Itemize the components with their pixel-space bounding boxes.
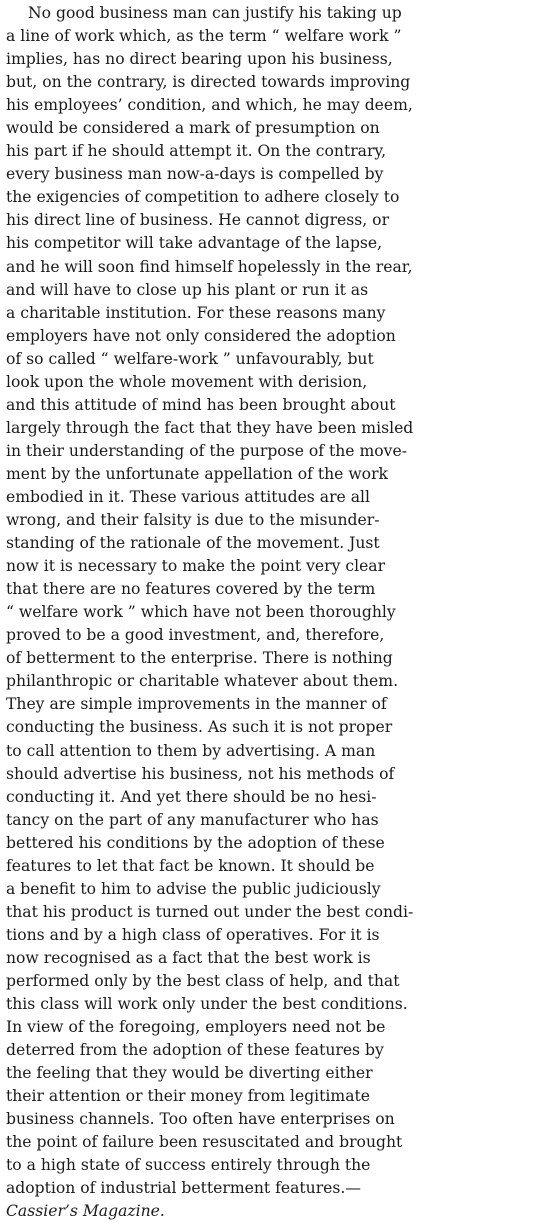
article-line: a line of work which, as the term “ welfare work ” xyxy=(6,27,402,46)
article-line: conducting the business. As such it is not proper xyxy=(6,718,393,737)
article-line: every business man now-a-days is compelled by xyxy=(6,165,384,184)
article-line: the feeling that they would be diverting either xyxy=(6,1064,373,1083)
article-line: employers have not only considered the adoption xyxy=(6,326,396,345)
article-line: proved to be a good investment, and, therefore, xyxy=(6,626,385,645)
article-line: features to let that fact be known. It should be xyxy=(6,856,375,875)
article-line: his part if he should attempt it. On the contrary, xyxy=(6,142,387,161)
article-line: implies, has no direct bearing upon his business, xyxy=(6,50,393,69)
article-line: his competitor will take advantage of the lapse, xyxy=(6,234,383,253)
article-line: adoption of industrial betterment features.— xyxy=(6,1179,361,1198)
article-line: look upon the whole movement with derision, xyxy=(6,372,368,391)
article-line: to call attention to them by advertising. A man xyxy=(6,741,376,760)
article-line: should advertise his business, not his methods of xyxy=(6,764,395,783)
article-line: and this attitude of mind has been brought about xyxy=(6,395,396,414)
article-line: would be considered a mark of presumption on xyxy=(6,119,380,138)
article-line: now it is necessary to make the point very clear xyxy=(6,557,386,576)
article-line: and he will soon find himself hopelessly in the rear, xyxy=(6,257,413,276)
article-line: now recognised as a fact that the best work is xyxy=(6,948,371,967)
article-line: his employees’ condition, and which, he may deem, xyxy=(6,96,413,115)
article-line: the point of failure been resuscitated and brought xyxy=(6,1133,403,1152)
article-line: wrong, and their falsity is due to the misunder- xyxy=(6,511,380,530)
article-line: They are simple improvements in the manner of xyxy=(6,695,387,714)
article-line: tions and by a high class of operatives. For it is xyxy=(6,925,380,944)
article-line: tancy on the part of any manufacturer who has xyxy=(6,810,379,829)
article-line: but, on the contrary, is directed towards improving xyxy=(6,73,411,92)
article-line: conducting it. And yet there should be no hesi- xyxy=(6,787,377,806)
article-line: philanthropic or charitable whatever about them. xyxy=(6,672,399,691)
article-line: that there are no features covered by the term xyxy=(6,580,376,599)
article-line: largely through the fact that they have been misled xyxy=(6,418,414,437)
article-line: ment by the unfortunate appellation of the work xyxy=(6,464,388,483)
article-line: bettered his conditions by the adoption of these xyxy=(6,833,385,852)
article-line: his direct line of business. He cannot digress, or xyxy=(6,211,390,230)
article-line: performed only by the best class of help, and that xyxy=(6,971,400,990)
article-line: that his product is turned out under the best condi- xyxy=(6,902,414,921)
article-line: and will have to close up his plant or run it as xyxy=(6,280,369,299)
article-line: to a high state of success entirely through the xyxy=(6,1156,371,1175)
article-line: of betterment to the enterprise. There is nothing xyxy=(6,649,393,668)
article-line: deterred from the adoption of these features by xyxy=(6,1041,384,1060)
article-line: a benefit to him to advise the public judiciously xyxy=(6,879,381,898)
article-line: their attention or their money from legitimate xyxy=(6,1087,371,1106)
article-line: a charitable institution. For these reasons many xyxy=(6,303,386,322)
article-line: standing of the rationale of the movement. Just xyxy=(6,534,380,553)
article-line: this class will work only under the best conditions. xyxy=(6,995,408,1014)
article-line: In view of the foregoing, employers need not be xyxy=(6,1018,386,1037)
article-source: Cassier’s Magazine. xyxy=(6,1202,165,1221)
article-line: “ welfare work ” which have not been thoroughly xyxy=(6,603,396,622)
article-line: business channels. Too often have enterprises on xyxy=(6,1110,395,1129)
article-page xyxy=(6,2,552,1223)
article-line: embodied in it. These various attitudes are all xyxy=(6,487,370,506)
article-line: No good business man can justify his taking up xyxy=(28,4,402,22)
article-line: the exigencies of competition to adhere closely to xyxy=(6,188,400,207)
article-line: in their understanding of the purpose of the move- xyxy=(6,441,407,460)
article-line: of so called “ welfare-work ” unfavourably, but xyxy=(6,349,374,368)
